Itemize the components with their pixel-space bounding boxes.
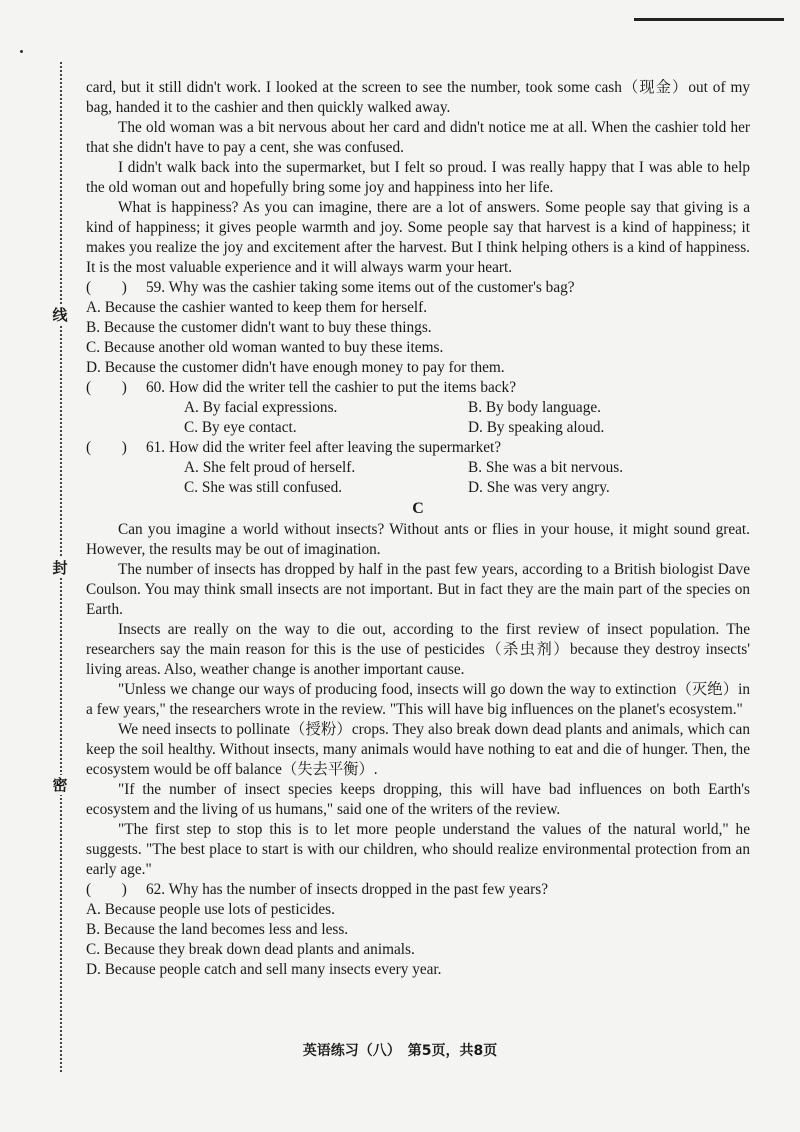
question-59 bbox=[86, 278, 750, 378]
option-c: C. Because they break down dead plants and animals. bbox=[86, 941, 415, 958]
option-d: D. She was very angry. bbox=[468, 479, 610, 496]
passage-c-para-2: The number of insects has dropped by half in the past few years, according to a British biologist Dave Coulson. You may think small insects are not important. But in fact they are the main part of the species on Earth. bbox=[86, 561, 750, 618]
option-b: B. She was a bit nervous. bbox=[468, 459, 624, 476]
question-stem: 62. Why has the number of insects dropped in the past few years? bbox=[146, 881, 548, 898]
option-b: B. Because the customer didn't want to buy these things. bbox=[86, 319, 432, 336]
passage-b-para-1: card, but it still didn't work. I looked at the screen to see the number, took some cash（现金）out of my bag, handed it to the cashier and then quickly walked away. bbox=[86, 79, 750, 116]
section-c-heading: C bbox=[412, 500, 424, 517]
option-c: C. By eye contact. bbox=[184, 419, 297, 436]
passage-b-para-3: I didn't walk back into the supermarket, but I felt so proud. I was really happy that I was able to help the old woman out and hopefully bring some joy and happiness into her life. bbox=[86, 159, 750, 196]
passage-c-para-6: "If the number of insect species keeps dropping, this will have bad influences on both Earth's ecosystem and the living of us humans," said one of the writers of the review. bbox=[86, 781, 750, 818]
question-62 bbox=[86, 880, 750, 980]
option-a: A. She felt proud of herself. bbox=[184, 459, 356, 476]
passage-c-para-7: "The first step to stop this is to let more people understand the values of the natural world," he suggests. "The best place to start is with our children, who should realize environmental protection from an early age." bbox=[86, 821, 750, 878]
question-61 bbox=[86, 438, 750, 498]
question-stem: 61. How did the writer feel after leaving the supermarket? bbox=[146, 439, 502, 456]
passage-b-para-4: What is happiness? As you can imagine, there are a lot of answers. Some people say that giving is a kind of happiness; it gives people warmth and joy. Some people say that harvest is a kind of happiness; it makes you realize the joy and excitement after the harvest. But I think helping others is a kind of happiness. It is the most valuable experience and it will always warm your heart. bbox=[86, 199, 750, 276]
scan-mark bbox=[20, 50, 23, 53]
option-a: A. Because people use lots of pesticides. bbox=[86, 901, 335, 918]
binding-char-feng: 封 bbox=[50, 558, 70, 578]
option-a: A. Because the cashier wanted to keep them for herself. bbox=[86, 299, 428, 316]
binding-char-xian: 线 bbox=[50, 305, 70, 325]
passage-c-para-3: Insects are really on the way to die out, according to the first review of insect population. The researchers say the main reason for this is the use of pesticides（杀虫剂）because they destroy insects' living areas. Also, weather change is another important cause. bbox=[86, 621, 750, 678]
question-60 bbox=[86, 378, 750, 438]
page-content bbox=[86, 78, 750, 980]
option-d: D. Because the customer didn't have enough money to pay for them. bbox=[86, 359, 505, 376]
answer-blank-60[interactable]: ( ) bbox=[86, 379, 127, 396]
option-a: A. By facial expressions. bbox=[184, 399, 338, 416]
option-c: C. She was still confused. bbox=[184, 479, 343, 496]
header-rule bbox=[634, 18, 784, 21]
answer-blank-59[interactable]: ( ) bbox=[86, 279, 127, 296]
passage-c-para-4: "Unless we change our ways of producing food, insects will go down the way to extinction（灭绝）in a few years," the researchers wrote in the review. "This will have big influences on the planet's ecosystem." bbox=[86, 681, 750, 718]
binding-char-mi: 密 bbox=[50, 775, 70, 795]
passage-c-para-5: We need insects to pollinate（授粉）crops. They also break down dead plants and animals, which can keep the soil healthy. Without insects, many animals would have nothing to eat and die of hunger. Then, the ecosystem would be off balance（失去平衡）. bbox=[86, 721, 750, 778]
option-b: B. By body language. bbox=[468, 399, 601, 416]
passage-b-para-2: The old woman was a bit nervous about her card and didn't notice me at all. When the cashier told her that she didn't have to pay a cent, she was confused. bbox=[86, 119, 750, 156]
option-d: D. By speaking aloud. bbox=[468, 419, 605, 436]
answer-blank-61[interactable]: ( ) bbox=[86, 439, 127, 456]
passage-c-para-1: Can you imagine a world without insects? Without ants or flies in your house, it might sound great. However, the results may be out of imagination. bbox=[86, 521, 750, 558]
option-b: B. Because the land becomes less and less. bbox=[86, 921, 349, 938]
question-stem: 59. Why was the cashier taking some items out of the customer's bag? bbox=[146, 279, 575, 296]
option-c: C. Because another old woman wanted to buy these items. bbox=[86, 339, 444, 356]
question-stem: 60. How did the writer tell the cashier to put the items back? bbox=[146, 379, 516, 396]
page-footer: 英语练习（八） 第5页，共8页 bbox=[302, 1043, 498, 1059]
option-d: D. Because people catch and sell many insects every year. bbox=[86, 961, 442, 978]
answer-blank-62[interactable]: ( ) bbox=[86, 881, 127, 898]
